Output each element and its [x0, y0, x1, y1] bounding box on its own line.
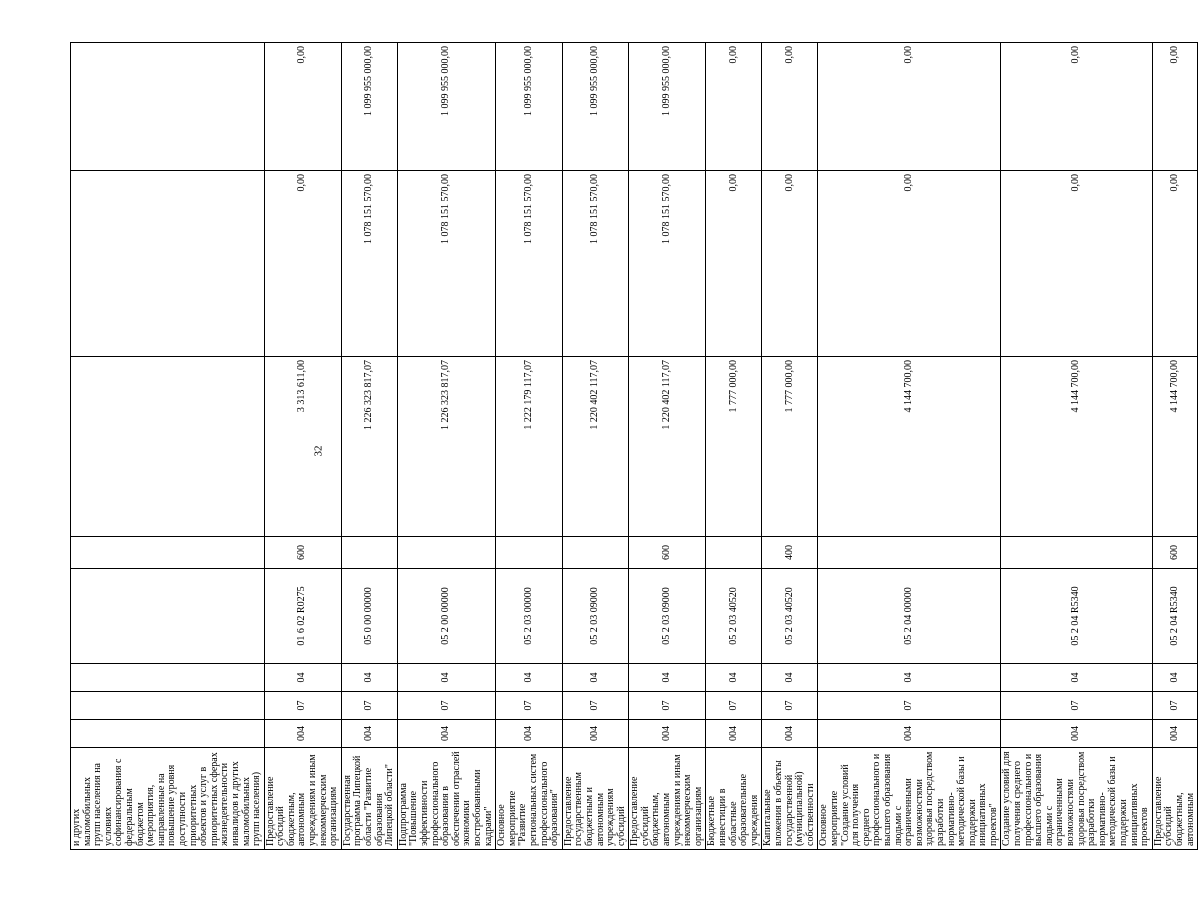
- ministry-code-cell: 004: [264, 720, 341, 748]
- expense-type-cell: [71, 537, 265, 569]
- ministry-code-cell: 004: [562, 720, 629, 748]
- ministry-code-cell: 004: [629, 720, 706, 748]
- sum-regional-cell: 1 099 955 000,00: [562, 43, 629, 171]
- sum-regional-cell: 0,00: [264, 43, 341, 171]
- target-article-cell: 05 2 04 00000: [818, 569, 1001, 664]
- section-code-cell: 07: [762, 692, 818, 720]
- sum-regional-cell: 1 099 955 000,00: [496, 43, 563, 171]
- subsection-code-cell: [71, 664, 265, 692]
- sum-regional-cell: 0,00: [818, 43, 1001, 171]
- target-article-cell: 05 2 03 00000: [496, 569, 563, 664]
- sum-federal-cell: [71, 171, 265, 357]
- ministry-code-cell: 004: [496, 720, 563, 748]
- sum-federal-cell: 0,00: [1152, 171, 1197, 357]
- sum-regional-cell: 0,00: [1001, 43, 1152, 171]
- table-row: [1152, 43, 1197, 850]
- ministry-code-cell: [71, 720, 265, 748]
- subsection-code-cell: 04: [629, 664, 706, 692]
- section-code-cell: 07: [818, 692, 1001, 720]
- table-row: [264, 43, 341, 850]
- sum-regional-cell: 1 099 955 000,00: [629, 43, 706, 171]
- table-row: [397, 43, 495, 850]
- sum-federal-cell: 0,00: [762, 171, 818, 357]
- section-code-cell: 07: [397, 692, 495, 720]
- ministry-code-cell: 004: [818, 720, 1001, 748]
- sum-regional-cell: 0,00: [706, 43, 762, 171]
- sum-total-cell: 1 220 402 117,07: [629, 357, 706, 537]
- ministry-code-cell: 004: [706, 720, 762, 748]
- ministry-code-cell: 004: [341, 720, 397, 748]
- subsection-code-cell: 04: [496, 664, 563, 692]
- row-name-cell: Бюджетные инвестиции в областные образовательные учреждения: [706, 748, 762, 850]
- subsection-code-cell: 04: [562, 664, 629, 692]
- target-article-cell: 05 2 04 R5340: [1152, 569, 1197, 664]
- expense-type-cell: 600: [264, 537, 341, 569]
- expense-type-cell: [818, 537, 1001, 569]
- ministry-code-cell: 004: [397, 720, 495, 748]
- target-article-cell: 05 2 03 40520: [762, 569, 818, 664]
- target-article-cell: 05 2 03 40520: [706, 569, 762, 664]
- sum-total-cell: [71, 357, 265, 537]
- table-row: [71, 43, 265, 850]
- target-article-cell: 01 6 02 R0275: [264, 569, 341, 664]
- section-code-cell: 07: [562, 692, 629, 720]
- sum-total-cell: 1 226 323 817,07: [397, 357, 495, 537]
- row-name-cell: Капитальные вложения в объекты государственной (муниципальной) собственности: [762, 748, 818, 850]
- expense-type-cell: 600: [629, 537, 706, 569]
- sum-total-cell: 4 144 700,00: [1152, 357, 1197, 537]
- sum-federal-cell: 1 078 151 570,00: [562, 171, 629, 357]
- ministry-code-cell: 004: [1001, 720, 1152, 748]
- sum-total-cell: 3 313 611,00: [264, 357, 341, 537]
- sum-regional-cell: 1 099 955 000,00: [341, 43, 397, 171]
- section-code-cell: 07: [1152, 692, 1197, 720]
- ministry-code-cell: 004: [762, 720, 818, 748]
- expense-type-cell: [706, 537, 762, 569]
- sum-federal-cell: 1 078 151 570,00: [629, 171, 706, 357]
- section-code-cell: 07: [341, 692, 397, 720]
- subsection-code-cell: 04: [341, 664, 397, 692]
- target-article-cell: 05 0 00 00000: [341, 569, 397, 664]
- table-row: [818, 43, 1001, 850]
- section-code-cell: 07: [1001, 692, 1152, 720]
- ministry-code-cell: 004: [1152, 720, 1197, 748]
- sum-total-cell: 1 777 000,00: [706, 357, 762, 537]
- table-row: [496, 43, 563, 850]
- subsection-code-cell: 04: [706, 664, 762, 692]
- target-article-cell: 05 2 03 09000: [629, 569, 706, 664]
- row-name-cell: Предоставление субсидий бюджетным, автономным: [1152, 748, 1197, 850]
- expense-type-cell: [1001, 537, 1152, 569]
- row-name-cell: Предоставление субсидий бюджетным, автономным учреждениям и иным некоммерческим организациям: [264, 748, 341, 850]
- sum-federal-cell: 0,00: [1001, 171, 1152, 357]
- subsection-code-cell: 04: [264, 664, 341, 692]
- sum-total-cell: 4 144 700,00: [818, 357, 1001, 537]
- sum-total-cell: 4 144 700,00: [1001, 357, 1152, 537]
- target-article-cell: 05 2 00 00000: [397, 569, 495, 664]
- row-name-cell: Предоставление субсидий бюджетным, автономным учреждениям и иным некоммерческим организациям: [629, 748, 706, 850]
- row-name-cell: Государственная программа Липецкой области "Развитие образования Липецкой области": [341, 748, 397, 850]
- sum-regional-cell: [71, 43, 265, 171]
- table-row: [1001, 43, 1152, 850]
- subsection-code-cell: 04: [818, 664, 1001, 692]
- row-name-cell: Предоставление государственным бюджетным и автономным учреждениям субсидий: [562, 748, 629, 850]
- sum-federal-cell: 0,00: [818, 171, 1001, 357]
- sum-federal-cell: 1 078 151 570,00: [341, 171, 397, 357]
- section-code-cell: 07: [496, 692, 563, 720]
- table-row: [341, 43, 397, 850]
- table-row: [629, 43, 706, 850]
- section-code-cell: 07: [264, 692, 341, 720]
- expense-type-cell: 400: [762, 537, 818, 569]
- target-article-cell: 05 2 04 R5340: [1001, 569, 1152, 664]
- sum-total-cell: 1 222 179 117,07: [496, 357, 563, 537]
- row-name-cell: Основное мероприятие "Создание условий для получения среднего профессионального и высшего образования людьми с ограниченными возможностями здоровья посредством разработки нормативно-методической базы и поддержки инициативных проектов": [818, 748, 1001, 850]
- section-code-cell: 07: [706, 692, 762, 720]
- rotated-table-frame: [70, 43, 1196, 850]
- sum-total-cell: 1 777 000,00: [762, 357, 818, 537]
- subsection-code-cell: 04: [762, 664, 818, 692]
- expense-type-cell: [496, 537, 563, 569]
- row-name-cell: Создание условий для получения среднего профессионального и высшего образования людьми с ограниченными возможностями здоровья посредством разработки нормативно-методической базы и поддержки инициативных проектов: [1001, 748, 1152, 850]
- row-name-cell: и других маломобильных групп населения на условиях софинансирования с федеральным бюджетом (мероприятия, направленные на повышение уровня доступности приоритетных объектов и услуг в приоритетных сферах жизнедеятельности инвалидов и других маломобильных групп населения): [71, 748, 265, 850]
- table-row: [762, 43, 818, 850]
- sum-federal-cell: 1 078 151 570,00: [397, 171, 495, 357]
- subsection-code-cell: 04: [1152, 664, 1197, 692]
- target-article-cell: [71, 569, 265, 664]
- subsection-code-cell: 04: [1001, 664, 1152, 692]
- expense-type-cell: [562, 537, 629, 569]
- budget-table: [70, 42, 1198, 850]
- sum-regional-cell: 0,00: [762, 43, 818, 171]
- table-row: [562, 43, 629, 850]
- row-name-cell: Подпрограмма "Повышение эффективности профессионального образования в обеспечении отраслей экономики востребованными кадрами": [397, 748, 495, 850]
- expense-type-cell: 600: [1152, 537, 1197, 569]
- expense-type-cell: [397, 537, 495, 569]
- sum-federal-cell: 1 078 151 570,00: [496, 171, 563, 357]
- page-number: 32: [312, 445, 325, 457]
- sum-federal-cell: 0,00: [706, 171, 762, 357]
- section-code-cell: 07: [629, 692, 706, 720]
- sum-regional-cell: 0,00: [1152, 43, 1197, 171]
- table-row: [706, 43, 762, 850]
- row-name-cell: Основное мероприятие "Развитие региональных систем профессионального образования": [496, 748, 563, 850]
- sum-federal-cell: 0,00: [264, 171, 341, 357]
- expense-type-cell: [341, 537, 397, 569]
- sum-total-cell: 1 226 323 817,07: [341, 357, 397, 537]
- section-code-cell: [71, 692, 265, 720]
- subsection-code-cell: 04: [397, 664, 495, 692]
- sum-total-cell: 1 220 402 117,07: [562, 357, 629, 537]
- target-article-cell: 05 2 03 09000: [562, 569, 629, 664]
- sum-regional-cell: 1 099 955 000,00: [397, 43, 495, 171]
